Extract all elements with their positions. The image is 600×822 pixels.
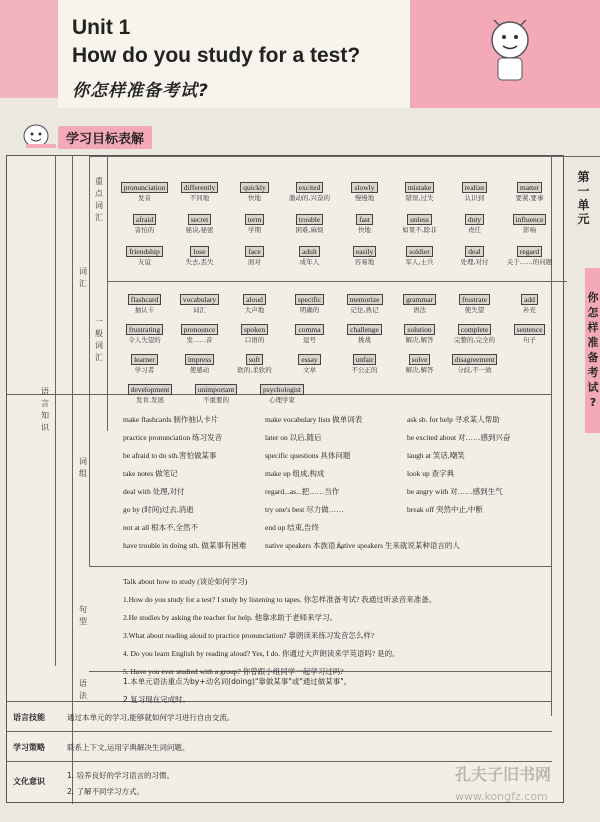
phrase-item: practice pronunciation 练习发音 [123, 433, 223, 442]
label-language-knowledge: 语 言 知 识 [41, 387, 49, 432]
label-strategies: 学习策略 [13, 743, 45, 752]
general-word-chip: flashcard 抽认卡 [117, 294, 172, 315]
objectives-table [6, 155, 564, 803]
key-word-chip: friendship 友谊 [117, 246, 172, 267]
key-word-chip: fast 快地 [358, 215, 371, 234]
table-divider [107, 156, 108, 431]
key-word-chip: easily 容易地 [354, 247, 375, 266]
general-word-chip: pronounce 发……音 [172, 324, 227, 345]
unit-question-cn: 你怎样准备考试? [72, 81, 209, 101]
general-word-chip: impress 使感动 [172, 354, 227, 375]
label-general-vocab: 一 般 词 汇 [95, 317, 103, 362]
key-word-chip: afraid 害怕的 [134, 215, 155, 234]
key-word-chip: deal 处理,对付 [460, 247, 489, 266]
key-word-chip: face 面对 [227, 246, 282, 267]
general-word-chip: sentence 句子 [502, 324, 557, 345]
label-culture: 文化意识 [13, 777, 45, 786]
phrase-item: later on 以后,随后 [265, 433, 322, 442]
section-heading [20, 122, 200, 150]
phrase-item: be excited about 对……感到兴奋 [407, 433, 511, 442]
general-word-chip: unimportant 不重要的 [183, 384, 249, 405]
phrase-item: specific questions 具体问题 [265, 451, 351, 460]
key-word-chip: quickly 快地 [227, 182, 282, 203]
general-word-chip: spoken 口语的 [227, 324, 282, 345]
phrase-item: be afraid to do sth.害怕做某事 [123, 451, 217, 460]
key-word-chip: realize 认识到 [447, 182, 502, 203]
sentence-item: 4. Do you learn English by reading aloud? Yes, I do. 你通过大声朗读来学英语吗? 是的。 [123, 649, 400, 658]
sentence-item: 5. Have you ever studied with a group? 你曾跟小组同学一起学习过吗? [123, 667, 344, 676]
general-word-chip: frustrating 令人失望的 [117, 324, 172, 345]
strategy-text: 联系上下文,运用字典解决生词问题。 [67, 743, 190, 752]
section-label: 学习目标表解 [58, 126, 152, 149]
unit-question: How do you study for a test? [72, 44, 361, 67]
watermark: 孔夫子旧书网 [455, 765, 552, 784]
phrase-item: be angry with 对……感到生气 [407, 487, 503, 496]
table-divider [89, 566, 552, 567]
phrase-item: make flashcards 制作抽认卡片 [123, 415, 219, 424]
general-word-chip: specific 明确的 [282, 294, 337, 315]
table-divider [72, 156, 73, 804]
sentence-item: 3.What about reading aloud to practice pronunciation? 靠朗读来练习发音怎么样? [123, 631, 375, 640]
phrase-item: laugh at 笑话,嘲笑 [407, 451, 465, 460]
phrase-item: ask sb. for help 寻求某人帮助 [407, 415, 500, 424]
side-tab-unit: 第 一 单 元 [577, 170, 590, 226]
mascot-illustration [470, 10, 550, 90]
key-word-chip: soldier 军人,士兵 [405, 247, 434, 266]
table-divider [551, 156, 552, 716]
general-word-chip: learner 学习者 [117, 354, 172, 375]
key-word-chip: mistake 错误,过失 [405, 183, 434, 202]
grammar-item: 1.本单元语法重点为by+动名词(doing)"靠做某事"或"通过做某事"。 [123, 677, 352, 686]
key-word-chip: slowly 慢慢地 [337, 182, 392, 203]
phrase-item: go by (时间)过去,消逝 [123, 505, 194, 514]
key-word-chip: influence 影响 [502, 214, 557, 235]
label-phrases: 词 组 [79, 457, 87, 478]
table-divider [89, 156, 600, 157]
key-word-chip: lose 失去,丢失 [185, 247, 214, 266]
general-word-chip: add 补充 [523, 295, 536, 314]
general-word-chip: solution 解决,解答 [405, 325, 434, 344]
general-word-chip: solve 解决,解答 [405, 355, 434, 374]
general-word-chip: unfair 不公正的 [351, 355, 378, 374]
table-divider [7, 731, 552, 732]
general-word-chip: vocabulary 词汇 [172, 294, 227, 315]
sentence-item: 2.He studies by asking the teacher for help. 他靠求助于老师来学习。 [123, 613, 338, 622]
sentence-item: Talk about how to study (谈论如何学习) [123, 577, 248, 586]
general-word-chip: development 发育,发展 [117, 384, 183, 405]
label-language-skills: 语言技能 [13, 713, 45, 722]
phrase-item: native speakers 本族语人 [265, 541, 343, 550]
key-word-chip: adult 成年人 [299, 247, 320, 266]
phrase-item: have trouble in doing sth. 做某事有困难 [123, 541, 247, 550]
phrase-item: take notes 做笔记 [123, 469, 178, 478]
skills-text: 通过本单元的学习,能够就如何学习进行自由交流。 [67, 713, 235, 722]
phrase-item: end up 结束,告终 [265, 523, 319, 532]
key-word-chip: differently 不同地 [172, 182, 227, 203]
phrase-item: look up 查字典 [407, 469, 455, 478]
key-word-chip: unless 如果不,除非 [402, 215, 437, 234]
label-grammar: 语 法 [79, 679, 87, 700]
side-tab-title: 你 怎 样 准 备 考 试 ? [587, 291, 599, 409]
general-word-chip: psychologist 心理学家 [249, 384, 315, 405]
smiley-icon [20, 122, 60, 150]
general-word-chip: comma 逗号 [282, 324, 337, 345]
phrase-item: native speakers 生来就说某种语言的人 [337, 541, 460, 550]
general-word-chip: challenge 挑战 [337, 324, 392, 345]
phrase-item: try one's best 尽力做…… [265, 505, 344, 514]
general-word-chip: memorize 记住,熟记 [337, 294, 392, 315]
table-divider [107, 281, 567, 282]
key-word-chip: regard 关于……的问题 [506, 247, 553, 266]
phrase-item: regard...as...把……当作 [265, 487, 340, 496]
general-word-chip: disagreement 分歧,不一致 [447, 354, 502, 375]
unit-title: Unit 1 [72, 16, 131, 39]
culture-item: 2. 了解不同学习方式。 [67, 787, 145, 796]
table-divider [89, 156, 90, 566]
label-key-vocab: 重 点 词 汇 [95, 177, 103, 222]
key-word-chip: duty 责任 [447, 214, 502, 235]
general-word-chip: complete 完整的,完全的 [453, 325, 496, 344]
general-word-chip: essay 文章 [282, 354, 337, 375]
key-word-chip: excited 激动的,兴奋的 [288, 183, 331, 202]
label-sentences: 句 型 [79, 605, 87, 626]
phrase-item: not at all 根本不,全然不 [123, 523, 198, 532]
table-divider [55, 156, 56, 666]
phrase-item: make up 组成,构成 [265, 469, 325, 478]
key-word-chip: trouble 困难,麻烦 [295, 215, 324, 234]
general-word-chip: aloud 大声地 [244, 295, 265, 314]
phrase-item: make vocabulary lists 做单词表 [265, 415, 363, 424]
general-word-chip: grammar 语法 [392, 294, 447, 315]
label-vocab: 词 汇 [79, 267, 87, 288]
header-left-block [0, 0, 58, 98]
watermark-url: www.kongfz.com [455, 790, 548, 803]
phrase-item: break off 突然中止,中断 [407, 505, 483, 514]
general-word-chip: soft 软的,柔软的 [237, 355, 272, 374]
phrase-item: deal with 处理,对付 [123, 487, 185, 496]
grammar-item: 2.复习现在完成时。 [123, 695, 191, 704]
culture-item: 1. 培养良好的学习语言的习惯。 [67, 771, 175, 780]
key-word-chip: pronunciation 发音 [117, 182, 172, 203]
key-word-chip: term 学期 [227, 214, 282, 235]
sentence-item: 1.How do you study for a test? I study by listening to tapes. 你怎样准备考试? 我通过听录音来准备。 [123, 595, 437, 604]
key-word-chip: secret 秘诀,秘密 [185, 215, 214, 234]
general-word-chip: frustrate 使失望 [447, 294, 502, 315]
key-word-chip: matter 要紧,要事 [515, 183, 544, 202]
